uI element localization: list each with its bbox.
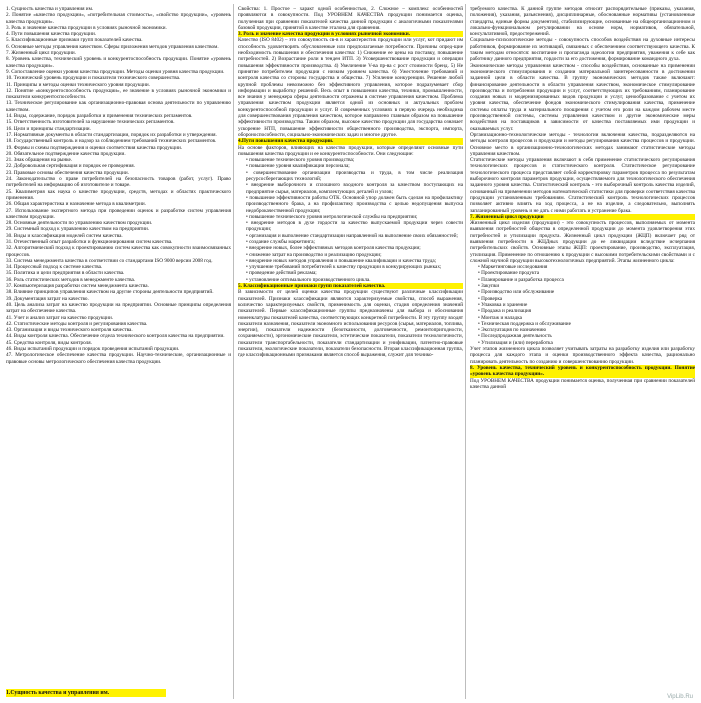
bullet-list-7 bbox=[470, 264, 695, 346]
question-item: 19. Формы и схемы подтверждения и оценки соответствия качества продукции. bbox=[6, 144, 183, 151]
bullet-item: • Планирование и разработка процесса bbox=[478, 276, 564, 283]
question-item: 24. Законодательство о праве потребителей на безопасность товаров (работ, услуг). Право потребителей на информацию об изготовителе и товаре. bbox=[6, 176, 231, 189]
bullet-item: • установление оптимального производственного цикла. bbox=[246, 276, 371, 283]
question-item: 22. Добровольная сертификация и порядок ее проведения. bbox=[6, 163, 135, 170]
bullet-item: • повышение уровня квалификации персонала; bbox=[246, 163, 350, 170]
question-item: 3. Роль и значение качества продукции в условиях рыночной экономики. bbox=[6, 24, 167, 31]
question-item: 33. Система менеджмента качества в соответствии со стандартами ISO 9000 версии 2008 год. bbox=[6, 257, 213, 264]
bullet-item: • внедрение выборочного и сплошного входного контроля за качеством поступающих на предприятие сырья, материалов, комплектующих деталей и узлов; bbox=[246, 182, 463, 195]
section-paragraph-5: В зависимости от целей оценки качества продукции существуют различные классификации показателей. Признаки классификации являются характеризуемые свойства, способ выражения, количество характеризуемых свойств, применимость для оценки, стадия определения значений показателей. Первые классификационные группы предназначены для выбора и обоснования номенклатуры показателей качества, соответствующих конкретной потребности. В эту группу входят показатели назначения, показатели экономного использования ресурсов (сырья, материалов, топлива, энергии), показатели надежности (безотказности, долговечности, ремонтопригодности, сохраняемости), эргономические показатели, эстетические показатели, показатели технологичности, показатели транспортабельности, показатели стандартизации и унификации, патентно-правовые показатели, экологические показатели, показатели безопасности. Вторая классификационная группа, где классификационными признаками является способ выражения, служит для технико- bbox=[238, 289, 463, 359]
column-questions-list bbox=[6, 6, 231, 699]
paragraph-statistical-methods: Статистические методы управления включают в себя применение статистического регулирования технологических процессов и статистического контроля. Статистическое регулирование технологического процесса представляет собой корректировку параметров процесса по результатам выборочного контроля параметров продукции, осуществляемого для технологического обеспечения заданного уровня качества. Статистический контроль - это выборочный контроль качества изделий, основанный на применении методов математической статистики для проверки соответствия качества продукции установленным требованиям. Статистический контроль технологических процессов позволяет активно влиять на ход процесса, а не на изделие, а следовательно, выполнять запланированный уровень и не дать с ними работать и устранение брака. bbox=[470, 157, 695, 214]
paragraph-org-tech-methods: Организационно-технологические методы - технологии включения качества, подразделяются на методы контроля процессов и продукции и методы регулирования качества процессов и продукции. Основное место в организационно-технологических методах занимают статистические методы управления качеством. bbox=[470, 131, 695, 157]
question-item: 38. Влияние принципов управления качеством на другие стороны деятельности предприятий. bbox=[6, 289, 214, 296]
question-item: 11. Принципы и методы оценки технического уровня продукции. bbox=[6, 81, 150, 88]
bullet-item: • внедрение новых методов управления и повышение квалификации и качества труда; bbox=[246, 257, 437, 264]
question-item: 8. Уровень качества, технический уровень и конкурентоспособность продукции. Понятие «уровень качества продукции». bbox=[6, 56, 231, 69]
question-item: 2. Понятие «качество продукции», «потребительная стоимость», «свойство продукции», «уровень качества продукции». bbox=[6, 12, 231, 25]
question-item: 34. Процессный подход к системе качества. bbox=[6, 264, 103, 271]
question-item: 25. Квалиметрия как наука о качестве продукции, cредств, методах и областях практического применения. bbox=[6, 188, 231, 201]
bullet-item: • Закупки bbox=[478, 283, 500, 290]
bullet-item: • внедрение новых, более эффективных методов контроля качества продукции; bbox=[246, 245, 421, 252]
section-paragraph-7: Жизненный цикл изделия (продукции) - это совокупность процессов, выполняемых от момента выявления потребностей общества в определенной продукции до момента удовлетворения этих потребностей и утилизации продукта. Жизненный цикл продукции (ЖЦП) включает ряд от выявления потребности в ЖЦДных продукции до ее ликвидации вследствие исчерпания потребительских свойств. Основные этапы ЖЦП: проектирование, производство, эксплуатация, утилизация. Применение по отношению к продукции с высокими потребительскими свойствами и с сложной научной продукции высокотехнологичных предприятий. Этапы жизненного цикла: bbox=[470, 220, 695, 264]
bullet-item: • внедрение методов в духе гордости за качество выпускаемой продукции через совести продукции; bbox=[246, 220, 463, 233]
question-item: 16. Цели и принципы стандартизации. bbox=[6, 125, 91, 132]
bullet-item: • улучшение требований потребителей к качеству продукции в конкурирующих рынках; bbox=[246, 264, 442, 271]
bullet-item: • Проектирование продукта bbox=[478, 270, 540, 277]
question-item: 41. Учет и анализ затрат на качество продукции. bbox=[6, 314, 114, 321]
question-item: 28. Основные деятельности по управлению качеством продукции. bbox=[6, 220, 153, 227]
bullet-item: • организация и выполнение стандартизации направленной на выполнение своих обязанностей; bbox=[246, 232, 458, 239]
bullet-item: • проведение действий реклама; bbox=[246, 270, 317, 277]
question-item: 40. Цель анализа затрат на качество продукции на предприятии. Основные принципы определения затрат на обеспечение качества. bbox=[6, 301, 231, 315]
paragraph-admin-methods: требуемого качества. К данной группе методов относят распорядительные (приказы, указания, положения), указания, разъяснения), дисциплинарные, обоснованные нормативы (установленные стандарты, единые формы документов), стабилизирующие, основанные на общеорганизационном и локально-функциональном регулировании на основе норм, нормативов, обязательной, консультативной, предостережений. bbox=[470, 6, 695, 38]
section-heading-5: 5. Классификационные признаки групп показателей качества. bbox=[238, 283, 463, 289]
question-item: 1. Сущность качества и управления им. bbox=[6, 6, 94, 12]
question-item: 10. Технический уровень продукции и показатели технического совершенства. bbox=[6, 75, 181, 82]
question-item: 30. Виды и классификация моделей систем качества. bbox=[6, 232, 123, 239]
question-item: 17. Нормативные документы в области стандартизации, порядок их разработки и утверждения. bbox=[6, 131, 217, 138]
question-item: 14. Виды, содержание, порядок разработки и применения технических регламентов. bbox=[6, 113, 193, 120]
bullet-item: • Упаковка и хранение bbox=[478, 301, 528, 308]
question-item: 20. Обязательное подтверждение качества продукции. bbox=[6, 150, 126, 157]
question-item: 5. Классификационные признаки групп показателей качества. bbox=[6, 37, 143, 44]
bullet-item: • Проверка bbox=[478, 295, 503, 302]
question-item: 32. Алгоритмический подход к проектированию систем качества как совокупности взаимосвязанных процессов. bbox=[6, 245, 231, 258]
question-item: 47. Метрологическое обеспечение качества продукции. Научно-технические, организационные и правовые основы метрологического обеспечения качества продукции. bbox=[6, 352, 231, 365]
column-divider bbox=[465, 4, 466, 699]
question-item: 35. Политика и цели предприятия в области качества. bbox=[6, 270, 125, 277]
bullet-item: • Производство или обслуживание bbox=[478, 289, 555, 296]
paragraph-economic-methods: Экономические методы управления качеством - способы воздействия, основанные на применении экономического стимулирования и создании материальной заинтересованности в достижении заданной цели в области качества. В группу экономических методов также включают: финансирование деятельности в области управления качеством, экономическое стимулирование производства и потребления продукции и услуг, соответствующих их требованиям, планирование создания новых и модернизированных видов продукции и услуг, ценообразование с учетом их уровня качества, обеспечение фондов экономического стимулирования качества, применение системы оплаты труда и материального поощрения с учетом его роли на каждом рабочем месте производственной системы, системы управления качеством и другие экономические меры воздействия на поставщиков в зависимости от качества поставляемых ими продукции и оказываемых услуг. bbox=[470, 62, 695, 132]
question-item: 42. Статистические методы контроля и регулирования качества. bbox=[6, 320, 148, 327]
section-paragraph-3: Качество (ISO 8402) – это совокупность св-в и характеристик продукции или услуг, кот придают им способность удовлетворять обусловленные или предполагаемые потребности. Причины опред-щие необходимость повышения и обеспечения качества: 1) Снижение ее цены на поставку, повышение потребностей. 2) Возрастание роли в тенден ИТП. 3) Усовершенствование продукции и операции повышения эффективности производства. 4) Увеличение V-ва пр-ва с рост стоимости бренд. 5) Не принятие потребителем продукции с низким уровнем качества. 6) Ужесточение требований и контроля качества со стороны государства и общества. 7) Усиление конкуренции. Решение любой крупной проблемы невозможно без эффективного управления, которое подразумевает сбор информации и выработку решений. Весь опыт в повышении качества, техники, промышленности, все знания у менеджера сферы деятельности отражены в системе управления качеством. Проблема управления качеством продукции является одной из основных и актуальных проблем конкурентоспособной продукции и услуг. В современных условиях в первую очередь необходима для совершенствования управления качеством, которое направлено главным образом на повышение эффективности производства. Таким образом, высокое качество продукции для государства означает ускорение НТП, повышение эффективности общественного производства, экспорта, импорта, обороноспособности, социально-экономических задач и многое другое. bbox=[238, 37, 463, 138]
bullet-item: • снижение затрат на производство и реализацию продукции; bbox=[246, 251, 382, 258]
question-item: 6. Основные методы управления качеством. Сферы приложения методов управления качеством. bbox=[6, 43, 219, 50]
bullet-item: • Техническая поддержка и обслуживание bbox=[478, 320, 571, 327]
bottom-highlighted-heading: 1.Сущность качества и управления им. bbox=[6, 689, 166, 697]
question-item: 36. Роль статистических методов в менеджменте качества. bbox=[6, 276, 136, 283]
section-heading-7: 7. Жизненный цикл продукции bbox=[470, 214, 695, 220]
bullet-item: • повышение эффективности работы ОТК. Основной упор должен быть сделан на профилактику производственного брака, а на профилактику производства с целью недопущения выпуска недоброкачественной продукции; bbox=[246, 194, 463, 214]
question-item: 46. Виды испытаний продукции и порядок проведения испытаний продукции. bbox=[6, 346, 180, 353]
section-heading-4: 4.Пути повышения качества продукции. bbox=[238, 138, 463, 144]
question-item: 15. Ответственность изготовителей за нарушение технических регламентов. bbox=[6, 119, 175, 126]
question-item: 7. Жизненный цикл продукции. bbox=[6, 50, 77, 57]
question-item: 23. Правовые основы обеспечения качества продукции. bbox=[6, 169, 129, 176]
bullet-item: • Монтаж и наладка bbox=[478, 314, 522, 321]
bullet-item: • Последпродажная деятельность bbox=[478, 333, 552, 340]
bullet-item: • повышение технического уровня метрологической службы на предприятии; bbox=[246, 213, 418, 220]
section-paragraph-7b: Учет этапов жизненного цикла позволяет учитывать затраты на разработку изделия или разработку процесса для каждого этапа и оценки производственного эффекта качества, рационально планировать деятельность по созданию и совершенствованию продукции. bbox=[470, 346, 695, 365]
column-middle bbox=[238, 6, 463, 699]
column-divider bbox=[233, 4, 234, 699]
question-item: 21. Знак обращения на рынке. bbox=[6, 157, 73, 164]
question-item: 18. Государственный контроль и надзор за соблюдением требований технических регламентов. bbox=[6, 138, 217, 145]
question-item: 45. Средства контроля, виды контроля. bbox=[6, 339, 92, 346]
question-item: 37. Компьютеризация разработки систем менеджмента качества. bbox=[6, 283, 149, 290]
bullet-item: • Маркетинговые исследования bbox=[478, 264, 548, 271]
section-paragraph-4: На основе факторов, влияющих на качество продукции, которые определяют основные пути повышения качества продукции и ее конкурентоспособности. Они следующие: bbox=[238, 144, 463, 157]
question-item: 27. Использование экспертного метода при проведении оценок и разработке систем управления качеством продукции. bbox=[6, 207, 231, 220]
bullet-item: • создание службы маркетинга; bbox=[246, 238, 315, 245]
question-item: 26. Общая характеристика и назначение метода в квалиметрии. bbox=[6, 201, 146, 208]
question-item: 43. Организация и виды технического контроля качества. bbox=[6, 327, 133, 334]
question-item: 13. Техническое регулирование как организационно-правовая основа деятельности по управлению качеством. bbox=[6, 100, 231, 113]
question-item: 9. Сопоставление оценки уровня качества продукции. Методы оценки уровня качества продукции. bbox=[6, 68, 225, 75]
question-item: 44. Виды контроля качества. Обеспечение отдела технического контроля качества на предприятии. bbox=[6, 333, 225, 340]
question-item: 12. Понятие «конкурентоспособность продукции», ее значение в условиях рыночной экономики и показатели конкурентоспособности. bbox=[6, 87, 231, 101]
bullet-list-4 bbox=[238, 157, 463, 283]
bullet-item: • совершенствование организации производства и труда, в том числе реализация ресурсосберегающих технологий; bbox=[246, 169, 463, 183]
column-right bbox=[470, 6, 695, 699]
bullet-item: • Утилизация и (или) переработка bbox=[478, 339, 553, 346]
section-heading-3: 3. Роль и значение качества продукции в условиях рыночной экономики. bbox=[238, 31, 463, 37]
question-item: 4. Пути повышения качества продукции. bbox=[6, 31, 97, 38]
paragraph-social-methods: Социально-психологические методы - совокупность способов воздействия на духовные интересы работников, формирование их мотиваций, связанных с обеспечением соответствующего качества. К таким методам относятся: воспитание и пропаганда идеологии предприятия, уважения к себе как работнику данного предприятия, гордости за его достижения, формирование командного духа. bbox=[470, 37, 695, 63]
question-item: 31. Отечественный опыт разработки и функционирования систем качества. bbox=[6, 238, 173, 245]
question-item: 39. Документация затрат на качество. bbox=[6, 295, 89, 302]
question-item: 29. Системный подход к управлению качеством на предприятии. bbox=[6, 226, 150, 233]
section-heading-8: 8. Уровень качества, технический уровень и конкурентоспособность продукции. Понятие «уровень качества продукции». bbox=[470, 364, 695, 378]
watermark-text: VipLib.Ru bbox=[667, 694, 693, 700]
section-paragraph-8: Под УРОВНЕМ КАЧЕСТВА продукции понимается оценка, полученная при сравнении показателей качества данной bbox=[470, 377, 695, 390]
bullet-item: • Продажа и реализация bbox=[478, 308, 532, 315]
bullet-item: • Эксплуатация по назначению bbox=[478, 327, 547, 334]
bullet-item: • повышение технического уровня производства; bbox=[246, 157, 355, 164]
intro-paragraph: Свойства: 1. Простое – характ одной особенностью, 2. Сложное – комплекс особенностей проявляются в совокупности. Под УРОВНЕМ КАЧЕСТВА продукции понимается оценка, полученная при сравнении показателей качества данной продукции с аналогичными показателями базовой продукции, принятой в качестве эталона для сравнения. bbox=[238, 6, 463, 31]
